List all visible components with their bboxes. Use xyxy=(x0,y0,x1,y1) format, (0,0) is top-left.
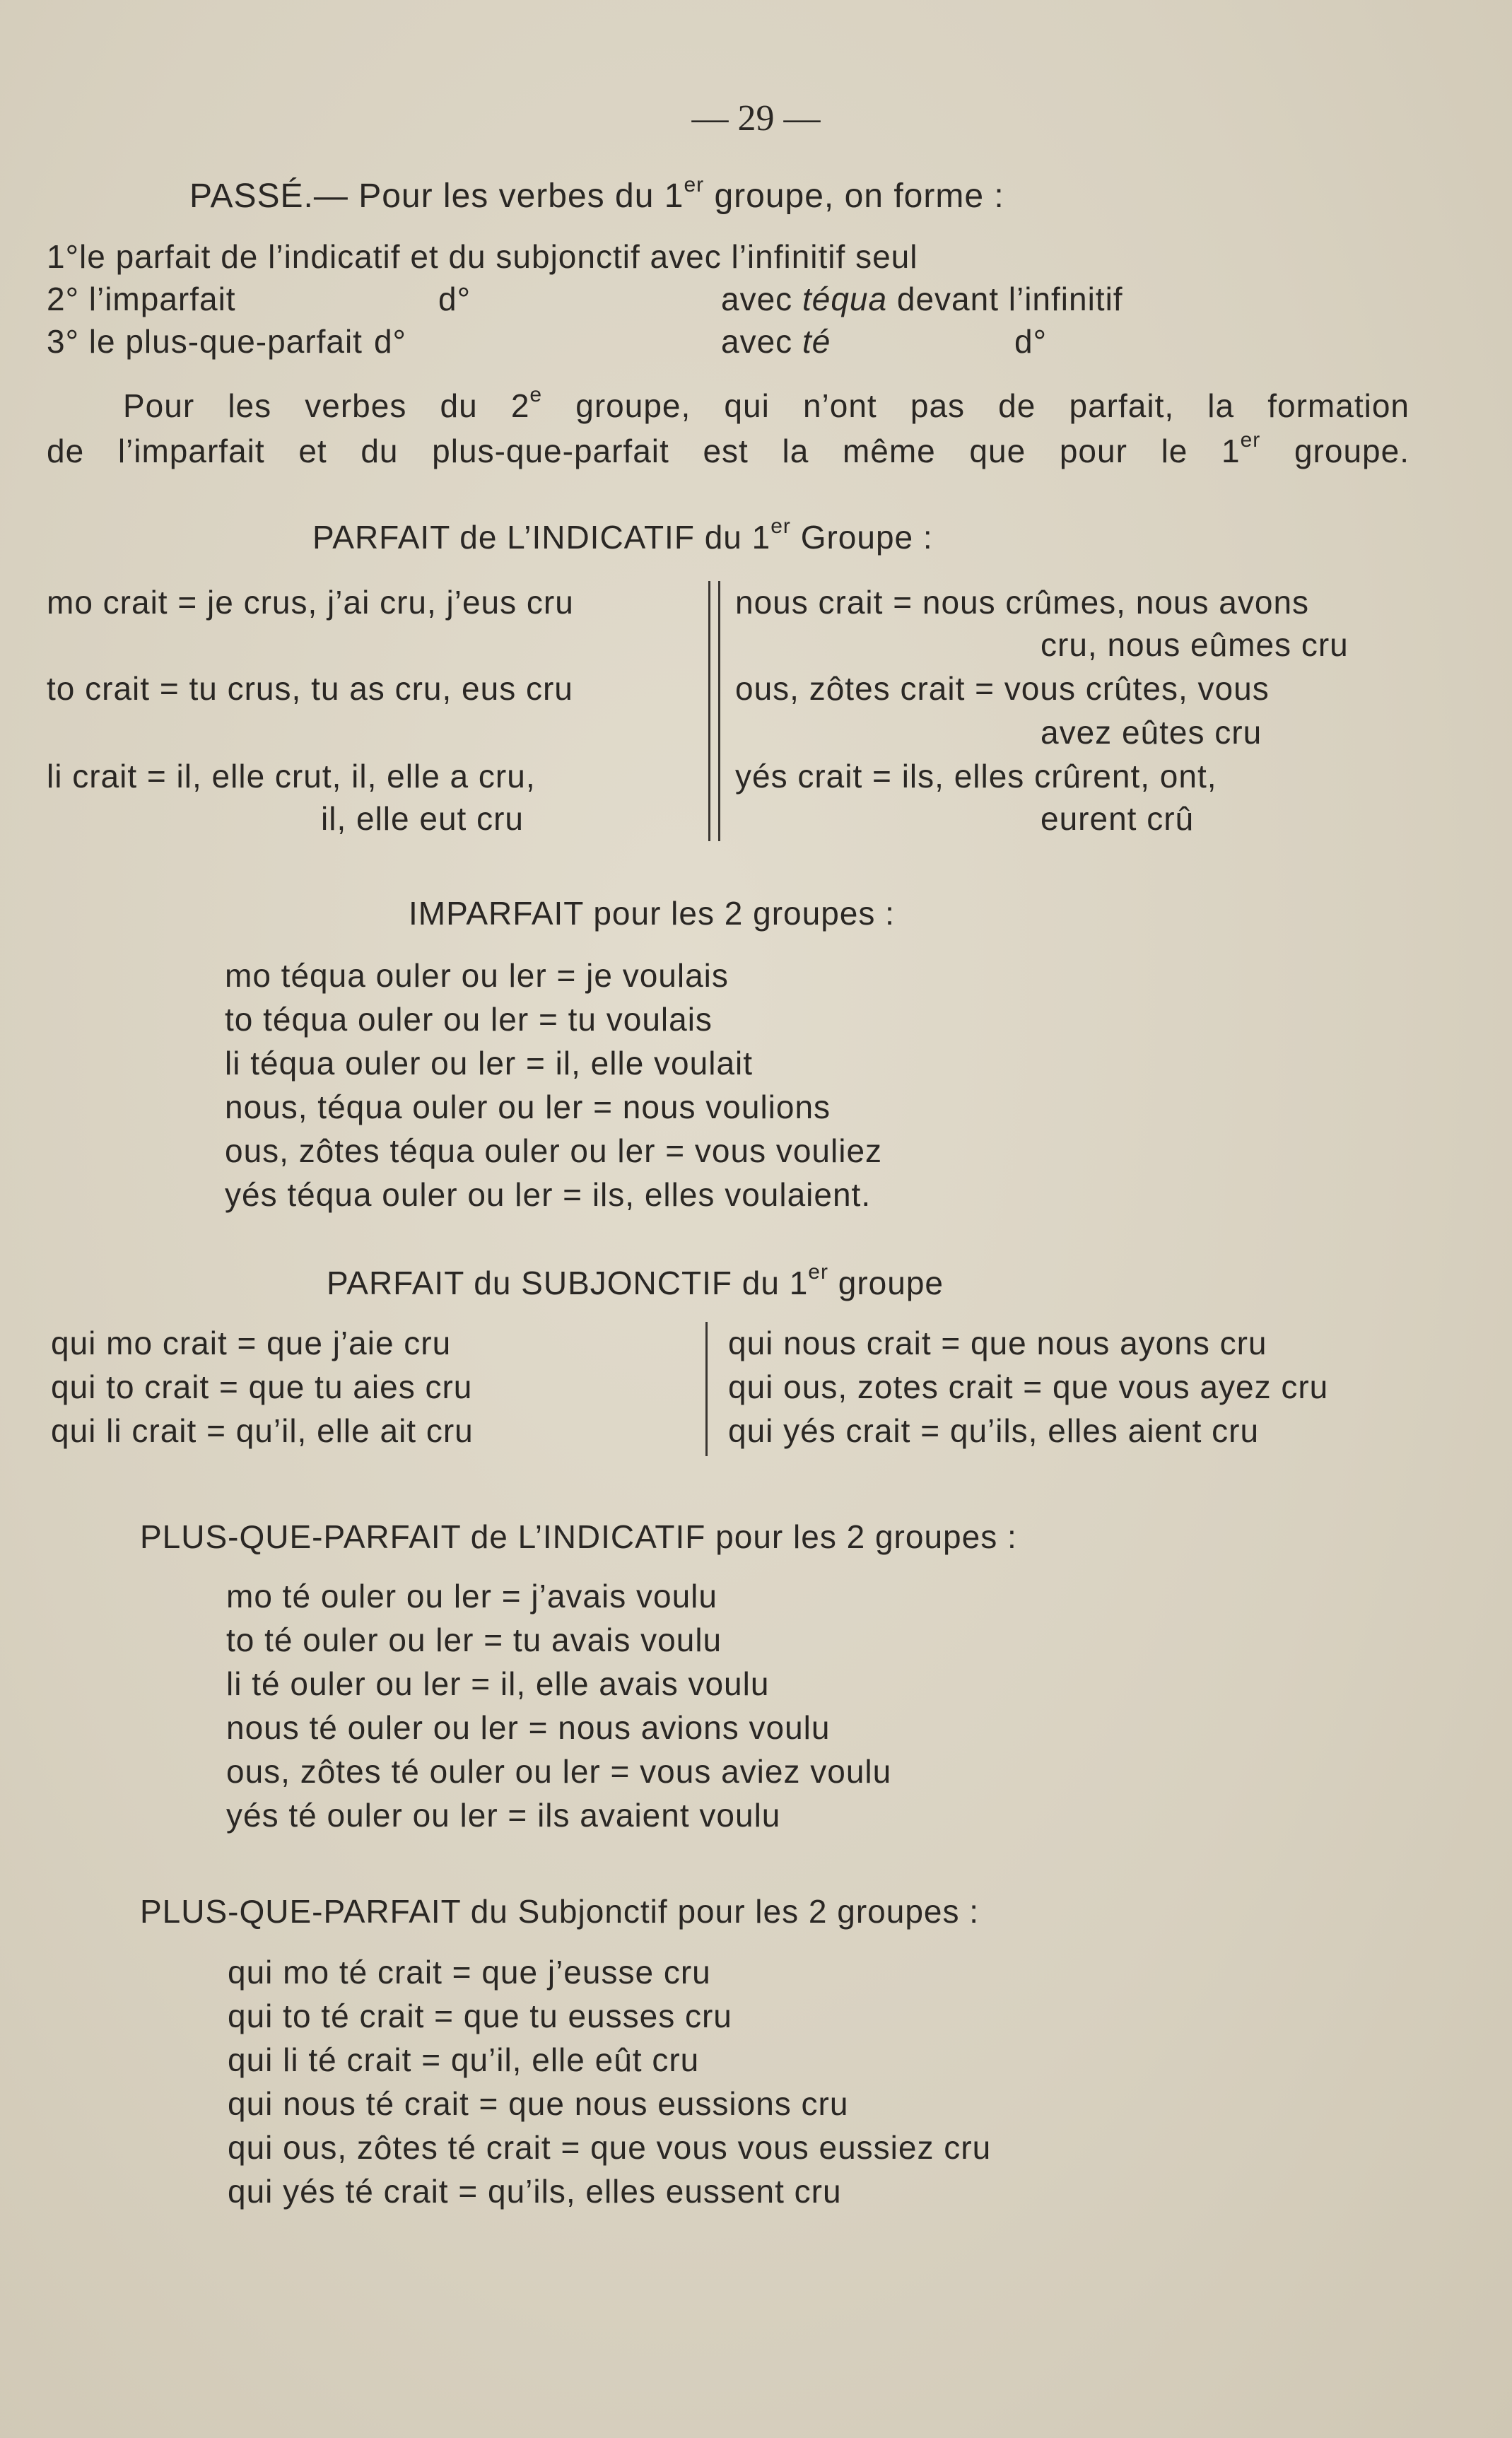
passe-row-3-label xyxy=(47,320,406,363)
parfait-subj-right-1: qui nous crait = que nous ayons cru xyxy=(728,1325,1267,1361)
column-divider xyxy=(705,1322,708,1456)
parfait-subj-heading-b: groupe xyxy=(828,1265,944,1301)
passe-row-2-text: l’imparfait xyxy=(78,281,236,317)
passe-para-1a: Pour les verbes du 2 xyxy=(123,387,530,424)
imparfait-line-1: mo téqua ouler ou ler = je voulais xyxy=(225,957,729,994)
parfait-subj-left-3: qui li crait = qu’il, elle ait cru xyxy=(51,1412,474,1449)
passe-paragraph-line-1 xyxy=(123,385,1410,427)
parfait-ind-left-2: to crait = tu crus, tu as cru, eus cru xyxy=(47,670,573,707)
imparfait-line-5: ous, zôtes téqua ouler ou ler = vous vouliez xyxy=(225,1132,883,1169)
parfait-subj-right-3: qui yés crait = qu’ils, elles aient cru xyxy=(728,1412,1260,1449)
imparfait-line-3: li téqua ouler ou ler = il, elle voulait xyxy=(225,1045,754,1082)
passe-row-3-ditto: d° xyxy=(373,323,406,360)
passe-row-1 xyxy=(47,235,918,278)
passe-row-2-avec xyxy=(721,278,1123,320)
imparfait-line-2: to téqua ouler ou ler = tu voulais xyxy=(225,1001,713,1038)
parfait-ind-right-3: ous, zôtes crait = vous crûtes, vous xyxy=(735,670,1270,707)
parfait-ind-right-6: eurent crû xyxy=(1041,800,1195,837)
parfait-ind-right-1: nous crait = nous crûmes, nous avons xyxy=(735,584,1310,621)
passe-row-2-num: 2° xyxy=(47,281,79,317)
passe-para-2-sup: er xyxy=(1240,428,1261,452)
passe-row-3-avec xyxy=(721,320,831,363)
pqp-subj-line-6: qui yés té crait = qu’ils, elles eussent cru xyxy=(228,2173,842,2210)
passe-row-1-num: 1° xyxy=(47,238,79,275)
column-divider xyxy=(708,581,710,841)
imparfait-line-4: nous, téqua ouler ou ler = nous voulions xyxy=(225,1089,831,1125)
passe-row-2-suffix: devant l’infinitif xyxy=(887,281,1123,317)
parfait-subj-left-1: qui mo crait = que j’aie cru xyxy=(51,1325,452,1361)
pqp-ind-line-5: ous, zôtes té ouler ou ler = vous aviez voulu xyxy=(226,1753,892,1790)
parfait-subj-left-2: qui to crait = que tu aies cru xyxy=(51,1369,473,1405)
parfait-ind-heading-a: PARFAIT de L’INDICATIF du 1 xyxy=(312,519,771,556)
pqp-indicatif-heading: PLUS-QUE-PARFAIT de L’INDICATIF pour les 2 groupes : xyxy=(140,1518,1017,1555)
passe-heading-text: PASSÉ.— Pour les verbes du 1 xyxy=(189,177,684,215)
passe-heading xyxy=(189,175,1004,218)
passe-para-1b: groupe, qui n’ont pas de parfait, la formation xyxy=(542,387,1410,424)
passe-row-2-word: téqua xyxy=(802,281,888,317)
parfait-ind-right-5: yés crait = ils, elles crûrent, ont, xyxy=(735,758,1217,795)
pqp-ind-line-4: nous té ouler ou ler = nous avions voulu xyxy=(226,1709,831,1746)
parfait-ind-heading-b: Groupe : xyxy=(790,519,933,556)
passe-heading-sup: er xyxy=(684,173,705,197)
parfait-indicatif-heading xyxy=(312,516,933,558)
passe-row-3-ditto2: d° xyxy=(1014,323,1047,360)
page-number: — 29 — xyxy=(691,98,821,139)
pqp-ind-line-2: to té ouler ou ler = tu avais voulu xyxy=(226,1622,722,1658)
parfait-ind-left-4: il, elle eut cru xyxy=(321,800,524,837)
parfait-subj-right-2: qui ous, zotes crait = que vous ayez cru xyxy=(728,1369,1329,1405)
passe-row-3-text: le plus-que-parfait xyxy=(78,323,363,360)
parfait-ind-left-3: li crait = il, elle crut, il, elle a cru, xyxy=(47,758,536,795)
passe-row-2-label xyxy=(47,278,236,320)
pqp-ind-line-6: yés té ouler ou ler = ils avaient voulu xyxy=(226,1797,781,1834)
parfait-ind-right-2: cru, nous eûmes cru xyxy=(1041,626,1349,663)
parfait-subj-heading-sup: er xyxy=(808,1260,828,1284)
passe-row-3-word: té xyxy=(802,323,831,360)
pqp-subjonctif-heading: PLUS-QUE-PARFAIT du Subjonctif pour les 2 groupes : xyxy=(140,1893,980,1930)
passe-para-2a: de l’imparfait et du plus-que-parfait est la même que pour le 1 xyxy=(47,433,1241,469)
parfait-subjonctif-heading xyxy=(327,1262,944,1304)
parfait-ind-right-4: avez eûtes cru xyxy=(1041,714,1262,751)
passe-row-1-text: le parfait de l’indicatif et du subjonctif avec l’infinitif seul xyxy=(78,238,918,275)
passe-row-2-prefix: avec xyxy=(721,281,802,317)
pqp-subj-line-5: qui ous, zôtes té crait = que vous vous eussiez cru xyxy=(228,2129,992,2166)
pqp-ind-line-1: mo té ouler ou ler = j’avais voulu xyxy=(226,1578,717,1614)
pqp-ind-line-3: li té ouler ou ler = il, elle avais voulu xyxy=(226,1665,770,1702)
passe-row-2-ditto: d° xyxy=(438,281,471,317)
parfait-ind-left-1: mo crait = je crus, j’ai cru, j’eus cru xyxy=(47,584,574,621)
pqp-subj-line-1: qui mo té crait = que j’eusse cru xyxy=(228,1954,711,1991)
passe-para-1-sup: e xyxy=(529,383,543,406)
pqp-subj-line-4: qui nous té crait = que nous eussions cru xyxy=(228,2085,849,2122)
parfait-ind-heading-sup: er xyxy=(770,515,791,538)
passe-para-2b: groupe. xyxy=(1260,433,1410,469)
passe-heading-end: groupe, on forme : xyxy=(704,177,1004,215)
pqp-subj-line-3: qui li té crait = qu’il, elle eût cru xyxy=(228,2041,700,2078)
column-divider xyxy=(718,581,720,841)
pqp-subj-line-2: qui to té crait = que tu eusses cru xyxy=(228,1998,732,2034)
parfait-subj-heading-a: PARFAIT du SUBJONCTIF du 1 xyxy=(327,1265,809,1301)
passe-row-3-num: 3° xyxy=(47,323,79,360)
passe-row-3-prefix: avec xyxy=(721,323,802,360)
imparfait-heading: IMPARFAIT pour les 2 groupes : xyxy=(409,895,895,932)
imparfait-line-6: yés téqua ouler ou ler = ils, elles voulaient. xyxy=(225,1176,872,1213)
passe-paragraph-line-2 xyxy=(47,430,1410,472)
